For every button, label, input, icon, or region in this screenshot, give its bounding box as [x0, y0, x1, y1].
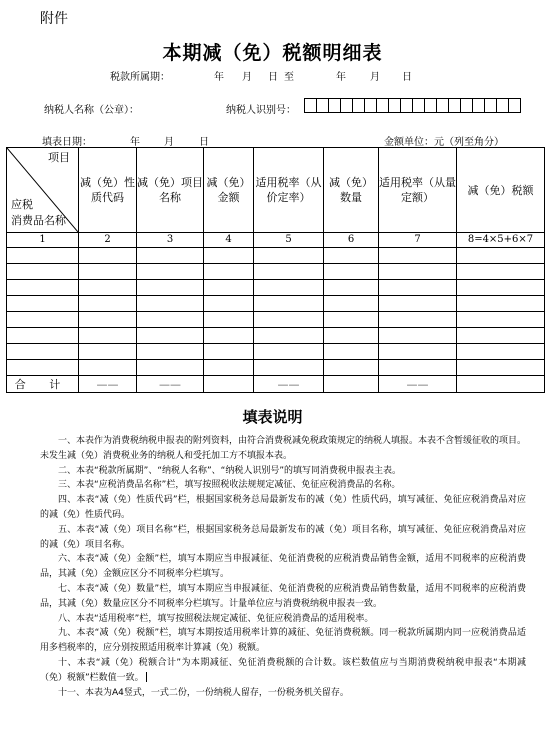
notes-body: [40, 434, 526, 700]
col-header-amount: 减（免）金额: [204, 148, 254, 233]
period-start-year: 年: [214, 72, 224, 83]
col-number: 1: [7, 233, 79, 248]
col-number: 2: [79, 233, 137, 248]
note-item: 一、本表作为消费税纳税申报表的附列资料，由符合消费税减免税政策规定的纳税人填报。本表不含暂缓征收的项目。未发生减（免）消费税业务的纳税人和受托加工方不填报本表。: [40, 436, 527, 461]
table-row[interactable]: [7, 360, 545, 376]
total-dash: ——: [254, 376, 324, 393]
table-row[interactable]: [7, 280, 545, 296]
reduction-detail-table: [6, 147, 545, 393]
fill-date-month: 月: [164, 137, 174, 148]
tax-period-label: 税款所属期：: [110, 72, 170, 83]
note-item: 十、本表“减（免）税额合计”为本期减征、免征消费税额的合计数。该栏数值应与当期消费税纳税申报表“本期减（免）税额”栏数值一致。: [40, 657, 526, 683]
col-header-specific-rate: 适用税率（从量定额）: [379, 148, 457, 233]
corner-product-label: 应税 消费品名称: [11, 198, 66, 227]
taxpayer-id-boxes[interactable]: [305, 98, 521, 113]
note-item: 十一、本表为A4竖式，一式二份，一份纳税人留存，一份税务机关留存。: [58, 687, 349, 698]
col-number: 3: [137, 233, 204, 248]
table-row[interactable]: [7, 344, 545, 360]
id-digit-box[interactable]: [508, 98, 521, 113]
col-number: 4: [204, 233, 254, 248]
note-item: 四、本表“减（免）性质代码”栏，根据国家税务总局最新发布的减（免）性质代码，填写减征、免征应税消费品对应的减（免）性质代码。: [40, 495, 526, 520]
note-item: 八、本表“适用税率”栏，填写按照税法规定减征、免征应税消费品的适用税率。: [58, 613, 374, 624]
amount-unit-label: 金额单位：元（列至角分）: [384, 137, 504, 148]
taxpayer-name-label: 纳税人名称（公章）：: [44, 105, 139, 116]
col-number: 5: [254, 233, 324, 248]
table-row[interactable]: [7, 328, 545, 344]
period-start-day: 日: [268, 72, 278, 83]
table-row[interactable]: [7, 264, 545, 280]
col-header-quantity: 减（免）数量: [324, 148, 379, 233]
total-tax-cell[interactable]: [457, 376, 545, 393]
total-label: 合 计: [7, 376, 79, 393]
page-title: 本期减（免）税额明细表: [162, 42, 383, 64]
corner-item-label: 项目: [48, 151, 70, 164]
period-end-day: 日: [402, 72, 412, 83]
fill-date-year: 年: [130, 137, 140, 148]
period-to: 至: [284, 72, 294, 83]
period-start-month: 月: [242, 72, 252, 83]
attachment-label: 附件: [40, 11, 68, 27]
col-header-item-name: 减（免）项目名称: [137, 148, 204, 233]
col-number: 6: [324, 233, 379, 248]
table-row[interactable]: [7, 296, 545, 312]
total-quantity-cell[interactable]: [324, 376, 379, 393]
fill-date-label: 填表日期：: [42, 137, 92, 148]
header-corner-cell: [7, 148, 79, 233]
col-header-nature-code: 减（免）性质代码: [79, 148, 137, 233]
total-dash: ——: [79, 376, 137, 393]
col-header-tax-amount: 减（免）税额: [457, 148, 545, 233]
fill-date-day: 日: [199, 137, 209, 148]
note-item: 二、本表“税款所属期”、“纳税人名称”、“纳税人识别号”的填写同消费税申报表主表。: [58, 465, 401, 476]
period-end-month: 月: [370, 72, 380, 83]
total-dash: ——: [379, 376, 457, 393]
total-row: [7, 376, 545, 393]
col-header-adval-rate: 适用税率（从价定率）: [254, 148, 324, 233]
col-number: 8=4×5+6×7: [457, 233, 545, 248]
note-item: 九、本表“减（免）税额”栏，填写本期按适用税率计算的减征、免征消费税额。同一税款所属期内同一应税消费品适用多档税率的，应分别按照适用税率计算减（免）税额。: [40, 628, 526, 654]
notes-title: 填表说明: [242, 408, 303, 426]
text-cursor: [146, 672, 147, 682]
period-end-year: 年: [336, 72, 346, 83]
note-item: 五、本表“减（免）项目名称”栏，根据国家税务总局最新发布的减（免）项目名称，填写减征、免征应税消费品对应的减（免）项目名称。: [40, 524, 526, 550]
taxpayer-id-label: 纳税人识别号：: [226, 105, 296, 116]
table-row[interactable]: [7, 312, 545, 328]
table-row[interactable]: [7, 248, 545, 264]
col-number: 7: [379, 233, 457, 248]
note-item: 三、本表“应税消费品名称”栏，填写按照税收法规规定减征、免征应税消费品的名称。: [58, 480, 401, 491]
total-dash: ——: [137, 376, 204, 393]
note-item: 七、本表“减（免）数量”栏，填写本期应当申报减征、免征消费税的应税消费品销售数量，适用不同税率的应税消费品，其减（免）数量应区分不同税率分栏填写。计量单位应与消费税纳税申报表一致。: [40, 583, 526, 609]
total-amount-cell[interactable]: [204, 376, 254, 393]
note-item: 六、本表“减（免）金额”栏，填写本期应当申报减征、免征消费税的应税消费品销售金额，适用不同税率的应税消费品，其减（免）金额应区分不同税率分栏填写。: [40, 554, 526, 580]
